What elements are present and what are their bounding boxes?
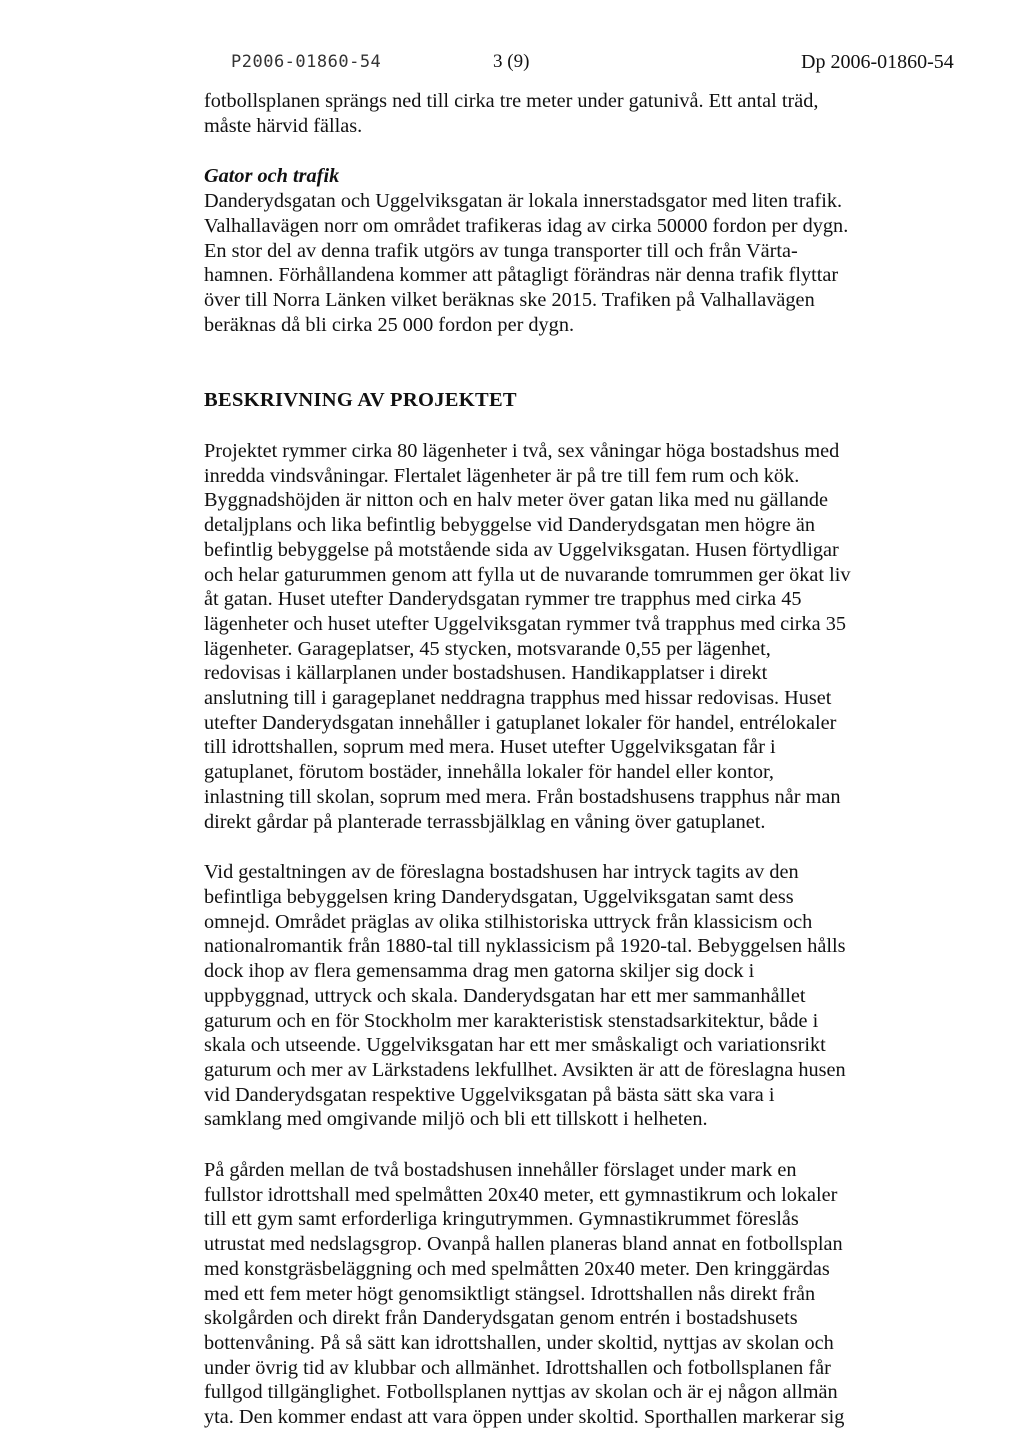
text-line: På gården mellan de två bostadshusen innehåller förslaget under mark en: [204, 1159, 797, 1182]
text-line: med ett fem meter högt genomsiktligt stängsel. Idrottshallen nås direkt från: [204, 1282, 816, 1305]
section-heading: BESKRIVNING AV PROJEKTET: [204, 389, 517, 412]
text-line: befintliga bebyggelsen kring Danderydsgatan, Uggelviksgatan samt dess: [204, 885, 794, 908]
text-line: under övrig tid av klubbar och allmänhet. Idrottshallen och fotbollsplanen får: [204, 1356, 831, 1379]
text-line: och helar gaturummen genom att fylla ut de nuvarande tomrummen ger ökat liv: [204, 563, 851, 586]
text-line: måste härvid fällas.: [204, 114, 363, 137]
text-line: utefter Danderydsgatan innehåller i gatuplanet lokaler för handel, entrélokaler: [204, 711, 837, 734]
text-line: Vid gestaltningen av de föreslagna bostadshusen har intryck tagits av den: [204, 861, 799, 884]
text-line: nationalromantik från 1880-tal till nyklassicism på 1920-tal. Bebyggelsen hålls: [204, 935, 846, 958]
text-line: skala och utseende. Uggelviksgatan har ett mer småskaligt och variationsrikt: [204, 1034, 826, 1057]
text-line: skolgården och direkt från Danderydsgatan genom entrén i bostadshusets: [204, 1307, 798, 1330]
project-paragraph-3: [204, 1158, 894, 1430]
text-line: utrustat med nedslagsgrop. Ovanpå hallen planeras bland annat en fotbollsplan: [204, 1233, 843, 1256]
text-line: åt gatan. Huset utefter Danderydsgatan rymmer tre trapphus med cirka 45: [204, 588, 802, 611]
project-paragraph-2: [204, 860, 894, 1132]
text-line: fullstor idrottshall med spelmåtten 20x40 meter, ett gymnastikrum och lokaler: [204, 1183, 838, 1206]
text-line: gaturum och en för Stockholm mer karakteristisk stenstadsarkitektur, både i: [204, 1009, 819, 1032]
text-line: Danderydsgatan och Uggelviksgatan är lokala innerstadsgator med liten trafik.: [204, 190, 843, 213]
text-line: gaturum och mer av Lärkstadens lekfullhet. Avsikten är att de föreslagna husen: [204, 1058, 846, 1081]
text-line: En stor del av denna trafik utgörs av tunga transporter till och från Värta-: [204, 239, 798, 262]
page-number: 3 (9): [493, 51, 530, 72]
text-line: samklang med omgivande miljö och bli ett tillskott i helheten.: [204, 1108, 708, 1131]
text-line: omnejd. Området präglas av olika stilhistoriska uttryck från klassicism och: [204, 910, 813, 933]
text-line: Projektet rymmer cirka 80 lägenheter i två, sex våningar höga bostadshus med: [204, 440, 840, 463]
project-heading-block: [204, 388, 894, 413]
text-line: hamnen. Förhållandena kommer att påtagligt förändras när denna trafik flyttar: [204, 264, 839, 287]
text-line: anslutning till i garageplanet neddragna trapphus med hissar redovisas. Huset: [204, 687, 832, 710]
traffic-section: [204, 164, 894, 337]
text-line: befintlig bebyggelse på motstående sida av Uggelviksgatan. Husen förtydligar: [204, 538, 839, 561]
text-line: beräknas då bli cirka 25 000 fordon per dygn.: [204, 313, 575, 336]
text-line: till idrottshallen, soprum med mera. Huset utefter Uggelviksgatan får i: [204, 736, 776, 759]
text-line: Byggnadshöjden är nitton och en halv meter över gatan lika med nu gällande: [204, 489, 829, 512]
text-line: gatuplanet, förutom bostäder, innehålla lokaler för handel eller kontor,: [204, 761, 774, 784]
text-line: inlastning till skolan, soprum med mera. Från bostadshusens trapphus når man: [204, 785, 841, 808]
document-reference: Dp 2006-01860-54: [801, 51, 954, 73]
project-paragraph-1: [204, 439, 894, 834]
text-line: direkt gårdar på planterade terrassbjälklag en våning över gatuplanet.: [204, 810, 766, 833]
intro-paragraph: [204, 89, 894, 138]
text-line: yta. Den kommer endast att vara öppen under skoltid. Sporthallen markerar sig: [204, 1406, 845, 1429]
text-line: till ett gym samt erforderliga kringutrymmen. Gymnastikrummet föreslås: [204, 1208, 799, 1231]
text-line: fotbollsplanen sprängs ned till cirka tre meter under gatunivå. Ett antal träd,: [204, 90, 819, 112]
text-line: vid Danderydsgatan respektive Uggelviksgatan på bästa sätt ska vara i: [204, 1083, 775, 1106]
text-line: bottenvåning. På så sätt kan idrottshallen, under skoltid, nyttjas av skolan och: [204, 1331, 834, 1354]
text-line: dock ihop av flera gemensamma drag men gatorna skiljer sig dock i: [204, 960, 755, 983]
filing-stamp: P2006-01860-54: [231, 52, 382, 72]
text-line: Valhallavägen norr om området trafikeras idag av cirka 50000 fordon per dygn.: [204, 214, 849, 237]
text-line: fullgod tillgänglighet. Fotbollsplanen nyttjas av skolan och är ej någon allmän: [204, 1381, 838, 1404]
document-body: [204, 89, 894, 1430]
text-line: detaljplans och lika befintlig bebyggelse vid Danderydsgatan men högre än: [204, 514, 816, 537]
text-line: uppbyggnad, uttryck och skala. Danderydsgatan har ett mer sammanhållet: [204, 984, 806, 1007]
text-line: lägenheter. Garageplatser, 45 stycken, motsvarande 0,55 per lägenhet,: [204, 637, 771, 660]
text-line: med konstgräsbeläggning och med spelmåtten 20x40 meter. Den kringgärdas: [204, 1257, 830, 1280]
text-line: redovisas i källarplanen under bostadshusen. Handikapplatser i direkt: [204, 662, 768, 685]
text-line: över till Norra Länken vilket beräknas ske 2015. Trafiken på Valhallavägen: [204, 288, 815, 311]
text-line: inredda vindsvåningar. Flertalet lägenheter är på tre till fem rum och kök.: [204, 464, 800, 487]
traffic-heading: Gator och trafik: [204, 165, 340, 188]
text-line: lägenheter och huset utefter Uggelviksgatan rymmer två trapphus med cirka 35: [204, 612, 847, 635]
